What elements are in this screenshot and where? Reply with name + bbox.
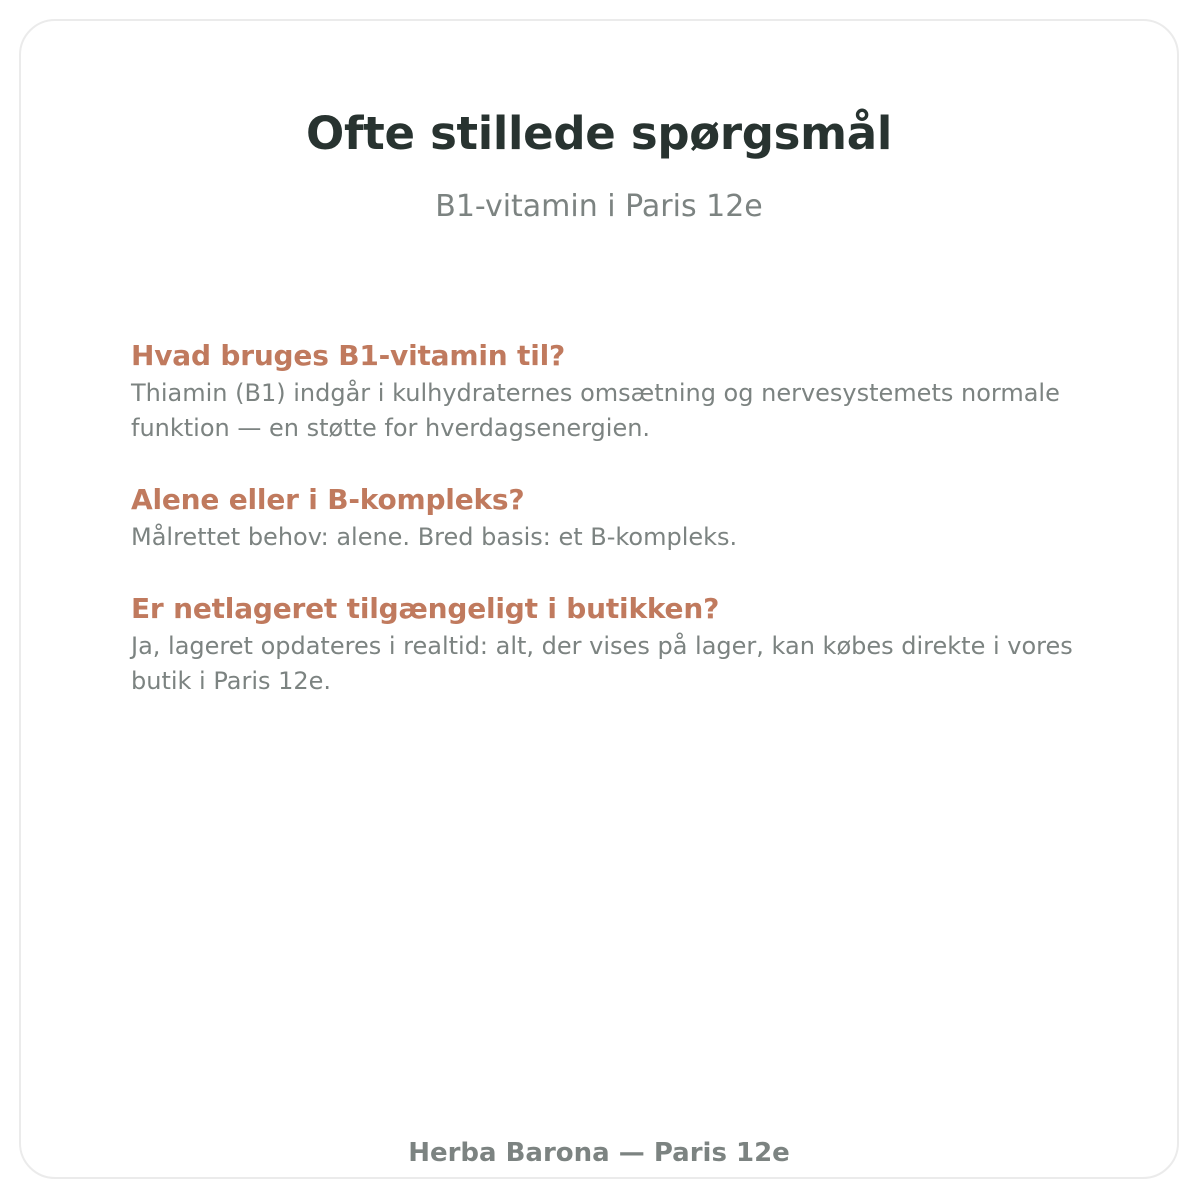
page-subtitle: B1-vitamin i Paris 12e: [435, 189, 763, 224]
faq-item-store-stock: [131, 589, 1091, 699]
faq-item-b1-usage: [131, 336, 1091, 446]
faq-item-b-complex: [131, 480, 1091, 555]
page-title: Ofte stillede spørgsmål: [306, 107, 892, 160]
faq-answer: Målrettet behov: alene. Bred basis: et B-kompleks.: [131, 523, 738, 551]
store-footer: Herba Barona — Paris 12e: [408, 1138, 790, 1168]
faq-list: [131, 336, 1091, 733]
faq-answer: Ja, lageret opdateres i realtid: alt, der vises på lager, kan købes direkte i vores butik i Paris 12e.: [131, 632, 1073, 695]
faq-question: Hvad bruges B1-vitamin til?: [131, 339, 566, 372]
faq-question: Er netlageret tilgængeligt i butikken?: [131, 592, 720, 625]
faq-answer: Thiamin (B1) indgår i kulhydraternes omsætning og nervesystemets normale funktion — en støtte for hverdagsenergien.: [131, 379, 1060, 442]
faq-card: [19, 19, 1179, 1179]
faq-question: Alene eller i B-kompleks?: [131, 483, 525, 516]
